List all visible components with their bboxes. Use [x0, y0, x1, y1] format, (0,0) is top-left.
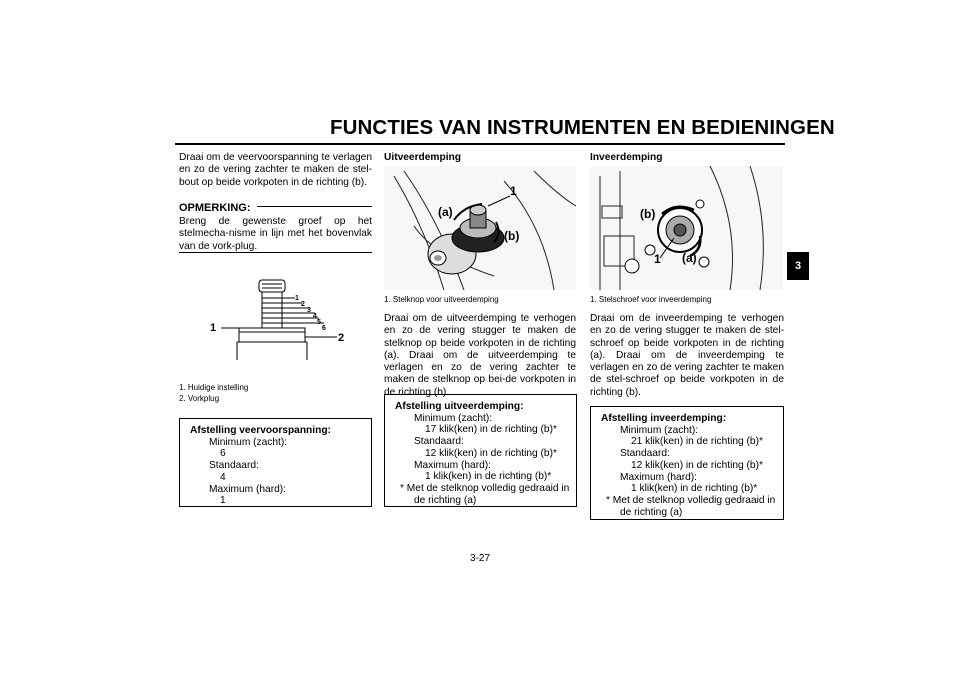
groove-label-5: 5 — [317, 319, 321, 326]
figure-label-2: 2 — [338, 332, 345, 344]
note-rule — [257, 206, 372, 207]
preload-adjuster-figure — [179, 268, 372, 378]
rebound-label-a: (a) — [438, 205, 453, 219]
compression-label-b: (b) — [640, 207, 656, 221]
rebound-adjuster-photo — [384, 166, 576, 290]
preload-spec-box — [179, 418, 372, 507]
compression-std-label: Standaard: — [620, 448, 670, 460]
preload-std-label: Standaard: — [209, 460, 259, 472]
preload-max-label: Maximum (hard): — [209, 483, 286, 495]
preload-box-title: Afstelling veervoorspanning: — [190, 425, 331, 436]
rebound-min-label: Minimum (zacht): — [414, 412, 493, 424]
caption-current-setting: 1. Huidige instelling — [179, 383, 249, 392]
intro-paragraph: Draai om de veervoorspanning te verlagen en zo de vering zachter te maken de stel-bout op beide vorkpoten in de richting (b). — [179, 152, 372, 188]
note-block — [179, 198, 372, 253]
compression-std-value: 12 klik(ken) in de richting (b)* — [631, 459, 763, 471]
preload-max-value: 1 — [220, 495, 226, 507]
rebound-label-1: 1 — [510, 184, 517, 198]
rebound-std-label: Standaard: — [414, 436, 464, 448]
rebound-label-b: (b) — [504, 229, 520, 243]
rebound-caption: 1. Stelknop voor uitveerdemping — [384, 295, 499, 304]
compression-footnote-2: de richting (a) — [620, 506, 683, 518]
rebound-max-label: Maximum (hard): — [414, 459, 491, 471]
groove-label-4: 4 — [313, 313, 317, 320]
rebound-footnote-2: de richting (a) — [414, 494, 477, 506]
note-text: Breng de gewenste groef op het stelmecha-nisme in lijn met het bovenvlak van de vork-plug. — [179, 216, 372, 252]
compression-footnote-1: * Met de stelknop volledig gedraaid in — [606, 494, 776, 506]
compression-text: Draai om de inveerdemping te verhogen en zo de vering stugger te maken de stel-schroef op beide vorkpoten in de richting (a). Draai om de inveerdemping te verlagen en zo de vering zachter te maken de stel-schroef op beide vorkpoten in de richting (b). — [590, 313, 784, 398]
rebound-box-title: Afstelling uitveerdemping: — [395, 401, 524, 412]
compression-box-title: Afstelling inveerdemping: — [601, 413, 727, 424]
rebound-max-value: 1 klik(ken) in de richting (b)* — [425, 471, 552, 483]
preload-min-value: 6 — [220, 448, 226, 460]
rebound-std-value: 12 klik(ken) in de richting (b)* — [425, 447, 557, 459]
rebound-text: Draai om de uitveerdemping te verhogen en zo de vering stugger te maken de stelknop op beide vorkpoten in de richting (a). Draai om de uitveerdemping te verlagen en zo de vering zachter te maken de stelknop op bei-de vorkpoten in de richting (b). — [384, 313, 576, 398]
preload-min-label: Minimum (zacht): — [209, 436, 288, 448]
compression-min-value: 21 klik(ken) in de richting (b)* — [631, 436, 763, 448]
compression-min-label: Minimum (zacht): — [620, 424, 699, 436]
compression-adjuster-photo — [590, 166, 783, 290]
compression-caption: 1. Stelschroef voor inveerdemping — [590, 295, 712, 304]
compression-heading: Inveerdemping — [590, 152, 663, 163]
groove-label-6: 6 — [322, 325, 326, 332]
rebound-min-value: 17 klik(ken) in de richting (b)* — [425, 424, 557, 436]
rebound-footnote-1: * Met de stelknop volledig gedraaid in — [400, 482, 570, 494]
rebound-heading: Uitveerdemping — [384, 152, 461, 163]
figure-label-1: 1 — [210, 322, 217, 334]
chapter-tab: 3 — [787, 252, 809, 280]
compression-spec-box — [590, 406, 784, 520]
rebound-spec-box — [384, 394, 577, 507]
page-title: FUNCTIES VAN INSTRUMENTEN EN BEDIENINGEN — [330, 116, 835, 139]
groove-label-3: 3 — [307, 307, 311, 314]
preload-std-value: 4 — [220, 471, 226, 483]
note-separator — [179, 252, 372, 253]
preload-captions — [179, 382, 372, 404]
title-rule — [175, 143, 785, 145]
groove-label-1: 1 — [295, 295, 299, 302]
note-label: OPMERKING: — [179, 202, 251, 214]
page-number: 3-27 — [470, 553, 491, 564]
compression-label-1: 1 — [654, 252, 661, 266]
compression-label-a: (a) — [682, 251, 697, 265]
caption-fork-plug: 2. Vorkplug — [179, 394, 220, 403]
compression-max-label: Maximum (hard): — [620, 471, 697, 483]
groove-label-2: 2 — [301, 301, 305, 308]
compression-max-value: 1 klik(ken) in de richting (b)* — [631, 483, 758, 495]
